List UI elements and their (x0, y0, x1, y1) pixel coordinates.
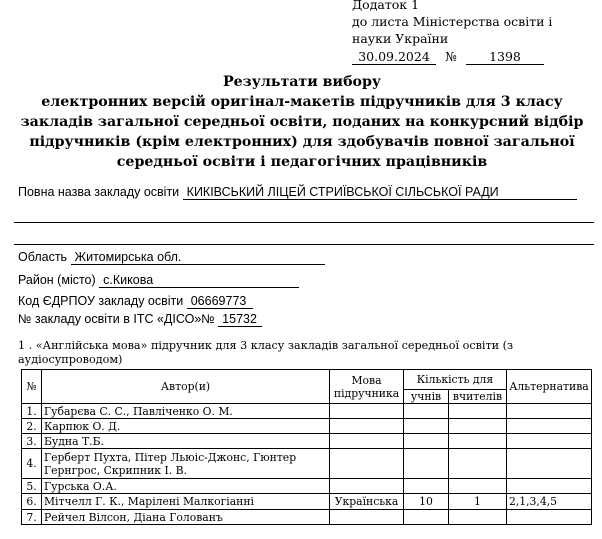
row-alternative (506, 479, 591, 494)
table-row (22, 449, 592, 479)
annex-number-sign: № (445, 49, 457, 64)
row-alternative (506, 510, 591, 525)
annex-date: 30.09.2024 (352, 50, 436, 65)
header-quantity: Кількість для (404, 370, 507, 390)
row-students-count (404, 419, 449, 434)
itc-label: № закладу освіти в ІТС «ДІСО»№ (18, 312, 215, 326)
table-row (22, 404, 592, 419)
annex-number: 1398 (466, 50, 544, 65)
itc-value: 15732 (218, 312, 262, 327)
row-alternative (506, 449, 591, 479)
table-row (22, 479, 592, 494)
row-number: 1. (22, 404, 42, 419)
row-teachers-count (448, 434, 506, 449)
row-author: Будна Т.Б. (41, 434, 329, 449)
row-number: 2. (22, 419, 42, 434)
row-teachers-count (448, 404, 506, 419)
row-language (330, 419, 404, 434)
region-value: Житомирська обл. (71, 250, 325, 265)
annex-block (352, 0, 597, 65)
header-students: учнів (404, 390, 449, 404)
row-language (330, 434, 404, 449)
annex-line-3: науки України (352, 31, 449, 46)
school-name-field (18, 185, 577, 200)
row-author: Рейчел Вілсон, Діана Голованъ (41, 510, 329, 525)
header-teachers: вчителів (448, 390, 506, 404)
row-alternative (506, 434, 591, 449)
row-teachers-count (448, 510, 506, 525)
blank-line-1 (14, 222, 594, 223)
row-language (330, 510, 404, 525)
edrpou-field (18, 294, 253, 309)
annex-date-row (352, 48, 597, 65)
header-alternative: Альтернатива (506, 370, 591, 404)
row-number: 3. (22, 434, 42, 449)
annex-line-2: до листа Міністерства освіти і (352, 14, 553, 29)
school-name-value: КИКІВСЬКИЙ ЛІЦЕЙ СТРИЇВСЬКОЇ СІЛЬСЬКОЇ РАДИ (183, 185, 577, 200)
row-author: Гурська О.А. (41, 479, 329, 494)
document-title (10, 72, 594, 172)
row-language: Українська (330, 494, 404, 510)
blank-line-2 (14, 244, 594, 245)
row-students-count (404, 449, 449, 479)
row-author: Герберт Пухта, Пітер Льюіс-Джонс, Гюнтер Гернгрос, Скрипник І. В. (41, 449, 329, 479)
title-line-3: закладів загальної середньої освіти, поданих на конкурсний відбір (20, 114, 584, 130)
title-line-1: Результати вибору (222, 74, 381, 90)
title-line-4: підручників (крім електронних) для здобувачів повної загальної (29, 134, 575, 150)
header-language: Мова підручника (330, 370, 404, 404)
school-name-label: Повна назва закладу освіти (18, 185, 180, 199)
title-line-2: електронних версій оригінал-макетів підручників для 3 класу (41, 94, 563, 110)
row-number: 4. (22, 449, 42, 479)
table-row (22, 510, 592, 525)
row-author: Мітчелл Г. К., Марілені Малкогіанні (41, 494, 329, 510)
table-row (22, 419, 592, 434)
header-number: № (22, 370, 42, 404)
region-field (18, 250, 325, 265)
row-teachers-count (448, 479, 506, 494)
textbook-selection-table (21, 369, 592, 525)
header-author: Автор(и) (41, 370, 329, 404)
row-students-count (404, 404, 449, 419)
district-label: Район (місто) (18, 273, 96, 287)
region-label: Область (18, 250, 68, 264)
row-teachers-count: 1 (448, 494, 506, 510)
row-teachers-count (448, 419, 506, 434)
row-language (330, 449, 404, 479)
title-line-5: середньої освіти і педагогічних працівників (116, 154, 488, 170)
row-students-count: 10 (404, 494, 449, 510)
row-language (330, 404, 404, 419)
row-teachers-count (448, 449, 506, 479)
table-row (22, 434, 592, 449)
row-students-count (404, 434, 449, 449)
edrpou-value: 06669773 (187, 294, 253, 309)
row-author: Карпюк О. Д. (41, 419, 329, 434)
row-alternative: 2,1,3,4,5 (506, 494, 591, 510)
row-students-count (404, 510, 449, 525)
row-alternative (506, 404, 591, 419)
district-value: с.Кикова (99, 273, 299, 288)
itc-field (18, 312, 262, 327)
table-row (22, 494, 592, 510)
row-number: 7. (22, 510, 42, 525)
row-author: Губарєва С. С., Павліченко О. М. (41, 404, 329, 419)
row-number: 5. (22, 479, 42, 494)
row-number: 6. (22, 494, 42, 510)
row-language (330, 479, 404, 494)
annex-line-1: Додаток 1 (352, 0, 420, 12)
row-students-count (404, 479, 449, 494)
district-field (18, 273, 299, 288)
edrpou-label: Код ЄДРПОУ закладу освіти (18, 294, 184, 308)
row-alternative (506, 419, 591, 434)
section-heading: 1 . «Англійська мова» підручник для 3 класу закладів загальної середньої освіти (з аудіосупроводом) (18, 339, 514, 366)
